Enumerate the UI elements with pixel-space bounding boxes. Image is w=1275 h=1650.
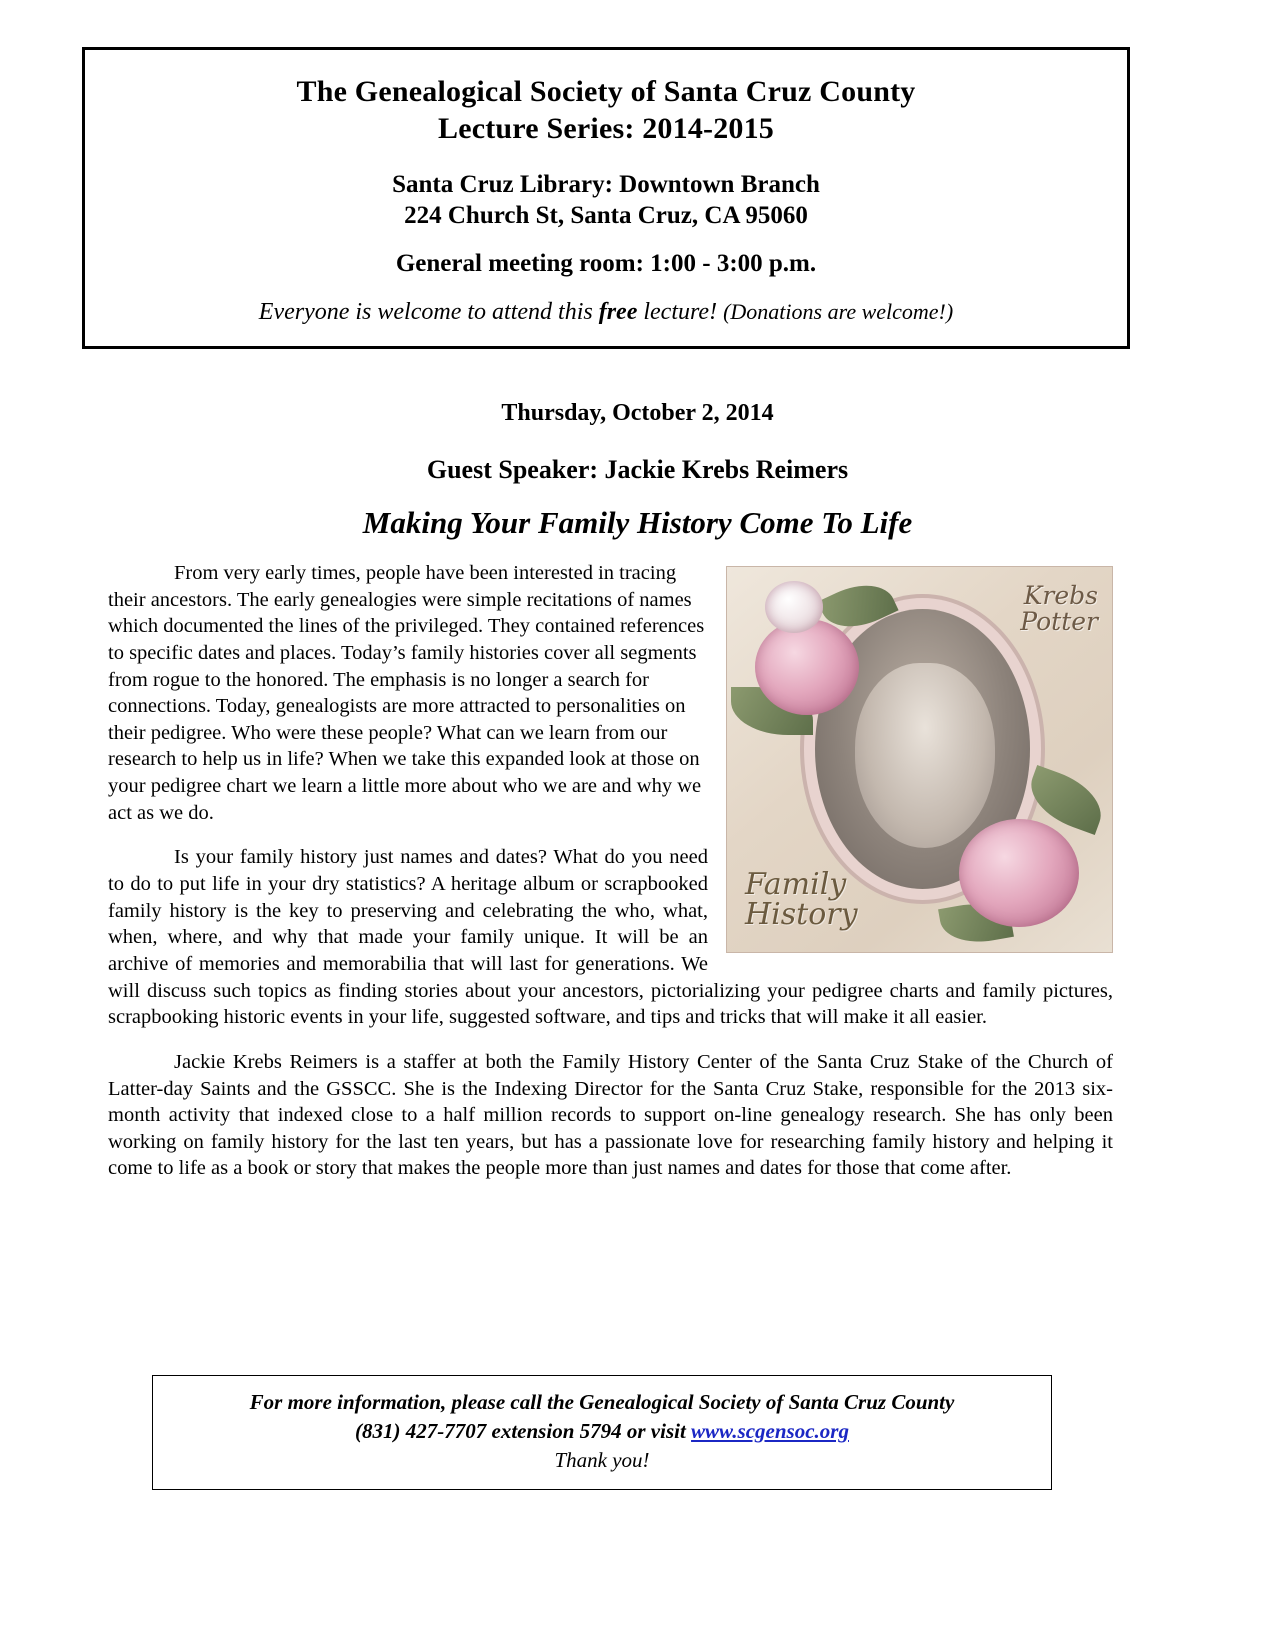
- org-title-line1: The Genealogical Society of Santa Cruz County: [296, 75, 916, 108]
- talk-title: Making Your Family History Come To Life: [362, 505, 913, 540]
- welcome-free-emphasis: free: [598, 298, 638, 325]
- welcome-line: [105, 298, 1107, 327]
- welcome-donations-note: (Donations are welcome!): [723, 298, 954, 324]
- venue-line1: Santa Cruz Library: Downtown Branch: [392, 171, 820, 199]
- welcome-text-post: lecture!: [637, 298, 724, 325]
- event-date: Thursday, October 2, 2014: [501, 400, 774, 426]
- footer-box: [152, 1375, 1052, 1490]
- body-content: [108, 560, 1113, 1200]
- footer-contact-line: For more information, please call the Genealogical Society of Santa Cruz County: [249, 1390, 955, 1414]
- body-paragraph-1: From very early times, people have been interested in tracing their ancestors. The early genealogies were simple recitations of names which documented the lines of the privileged. They contained references to specific dates and places. Today’s family histories cover all segments from rogue to the honored. The emphasis is no longer a search for connections. Today, genealogists are more attracted to personalities on their pedigree. Who were these people? What can we learn from our research to help us in life? When we take this expanded look at those on your pedigree chart we learn a little more about who we are and why we act as we do.: [108, 562, 705, 824]
- body-paragraph-2: Is your family history just names and dates? What do you need to do to put life in your dry statistics? A heritage album or scrapbooked family history is the key to preserving and celebrating the who, what, when, where, and why that made your family unique. It will be an archive of memories and memorabilia that will last for generations. We will discuss such topics as finding stories about your ancestors, pictorializing your pedigree charts and family pictures, scrapbooking historic events in your life, suggested software, and tips and tricks that will make it all easier.: [108, 846, 1113, 1029]
- organization-title: [105, 74, 1107, 147]
- photo-caption-surnames: [1020, 583, 1098, 636]
- photo-caption-family: Family: [745, 867, 847, 902]
- org-title-line2: Lecture Series: 2014-2015: [437, 111, 775, 145]
- body-paragraph-3: Jackie Krebs Reimers is a staffer at both the Family History Center of the Santa Cruz Stake of the Church of Latter-day Saints and the GSSCC. She is the Indexing Director for the Santa Cruz Stake, responsible for the 2013 six-month activity that indexed close to a half million records to support on-line genealogy research. She has only been working on family history for the last ten years, but has a passionate love for researching family history and helping it come to life as a book or story that makes the people more than just names and dates for those that come after.: [108, 1050, 1113, 1180]
- header-box: [82, 47, 1130, 349]
- venue-block: [105, 169, 1107, 232]
- guest-speaker: Guest Speaker: Jackie Krebs Reimers: [426, 455, 849, 484]
- photo-caption-history: History: [745, 897, 858, 932]
- website-link[interactable]: www.scgensoc.org: [691, 1419, 849, 1443]
- photo-caption-surname-2: Potter: [1020, 607, 1098, 637]
- rose-icon: [959, 819, 1079, 927]
- rose-icon: [765, 581, 823, 633]
- meeting-room-line: General meeting room: 1:00 - 3:00 p.m.: [395, 249, 817, 277]
- scrapbook-photo: [726, 566, 1113, 953]
- venue-line2: 224 Church St, Santa Cruz, CA 95060: [404, 202, 808, 230]
- footer-phone-text: (831) 427-7707 extension 5794 or visit: [355, 1419, 692, 1443]
- rose-icon: [755, 619, 859, 715]
- welcome-text-pre: Everyone is welcome to attend this: [258, 298, 599, 325]
- footer-phone-line: [165, 1419, 1039, 1444]
- photo-caption-family-history: [745, 867, 858, 932]
- photo-caption-surname-1: Krebs: [1023, 581, 1098, 610]
- footer-thank-you: Thank you!: [554, 1448, 650, 1472]
- child-portrait: [855, 663, 995, 848]
